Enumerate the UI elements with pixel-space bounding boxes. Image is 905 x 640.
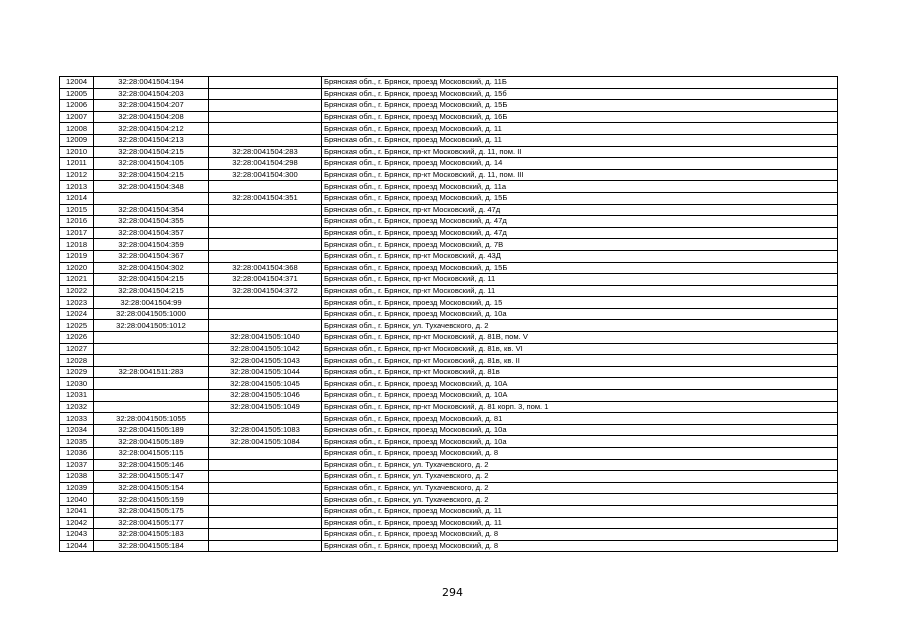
cadastral-number-cell: 32:28:0041504:213 (94, 134, 209, 146)
cadastral-number-cell: 32:28:0041505:115 (94, 448, 209, 460)
related-cadastral-number-cell (209, 308, 322, 320)
table-row (60, 529, 838, 541)
cadastral-number-cell: 32:28:0041504:302 (94, 262, 209, 274)
related-cadastral-number-cell (209, 471, 322, 483)
related-cadastral-number-cell (209, 111, 322, 123)
cadastral-number-cell: 32:28:0041504:207 (94, 100, 209, 112)
address-cell: Брянская обл., г. Брянск, пр-кт Московский, д. 81в (322, 366, 838, 378)
address-cell: Брянская обл., г. Брянск, ул. Тухачевского, д. 2 (322, 459, 838, 471)
cadastral-number-cell: 32:28:0041505:177 (94, 517, 209, 529)
cadastral-number-cell: 32:28:0041504:355 (94, 216, 209, 228)
cadastral-number-cell: 32:28:0041505:147 (94, 471, 209, 483)
row-number-cell: 12015 (60, 204, 94, 216)
address-cell: Брянская обл., г. Брянск, проезд Московский, д. 10а (322, 424, 838, 436)
related-cadastral-number-cell: 32:28:0041504:372 (209, 285, 322, 297)
related-cadastral-number-cell: 32:28:0041505:1040 (209, 332, 322, 344)
address-cell: Брянская обл., г. Брянск, ул. Тухачевского, д. 2 (322, 494, 838, 506)
cadastral-number-cell: 32:28:0041505:189 (94, 436, 209, 448)
table-row (60, 424, 838, 436)
cadastral-number-cell: 32:28:0041504:105 (94, 158, 209, 170)
row-number-cell: 12008 (60, 123, 94, 135)
row-number-cell: 12020 (60, 262, 94, 274)
row-number-cell: 12023 (60, 297, 94, 309)
related-cadastral-number-cell (209, 88, 322, 100)
table-row (60, 111, 838, 123)
related-cadastral-number-cell: 32:28:0041504:371 (209, 274, 322, 286)
address-cell: Брянская обл., г. Брянск, проезд Московский, д. 11 (322, 517, 838, 529)
address-cell: Брянская обл., г. Брянск, пр-кт Московский, д. 11 (322, 274, 838, 286)
related-cadastral-number-cell (209, 505, 322, 517)
address-cell: Брянская обл., г. Брянск, проезд Московский, д. 10А (322, 378, 838, 390)
cadastral-number-cell (94, 355, 209, 367)
table-row (60, 413, 838, 425)
related-cadastral-number-cell (209, 540, 322, 552)
cadastral-number-cell (94, 192, 209, 204)
row-number-cell: 12042 (60, 517, 94, 529)
related-cadastral-number-cell: 32:28:0041504:283 (209, 146, 322, 158)
table-row (60, 274, 838, 286)
address-cell: Брянская обл., г. Брянск, проезд Московский, д. 15Б (322, 192, 838, 204)
cadastral-number-cell (94, 401, 209, 413)
row-number-cell: 12009 (60, 134, 94, 146)
row-number-cell: 12006 (60, 100, 94, 112)
table-row (60, 285, 838, 297)
table-row (60, 448, 838, 460)
related-cadastral-number-cell: 32:28:0041505:1044 (209, 366, 322, 378)
cadastral-number-cell: 32:28:0041505:159 (94, 494, 209, 506)
related-cadastral-number-cell (209, 216, 322, 228)
row-number-cell: 12004 (60, 77, 94, 89)
address-cell: Брянская обл., г. Брянск, проезд Московский, д. 81 (322, 413, 838, 425)
cadastral-number-cell: 32:28:0041504:99 (94, 297, 209, 309)
registry-table-body (60, 77, 838, 552)
address-cell: Брянская обл., г. Брянск, проезд Московский, д. 11Б (322, 77, 838, 89)
row-number-cell: 12039 (60, 482, 94, 494)
table-row (60, 505, 838, 517)
row-number-cell: 12025 (60, 320, 94, 332)
related-cadastral-number-cell: 32:28:0041505:1042 (209, 343, 322, 355)
table-row (60, 436, 838, 448)
table-row (60, 366, 838, 378)
row-number-cell: 12026 (60, 332, 94, 344)
table-row (60, 332, 838, 344)
address-cell: Брянская обл., г. Брянск, пр-кт Московский, д. 11 (322, 285, 838, 297)
row-number-cell: 12029 (60, 366, 94, 378)
address-cell: Брянская обл., г. Брянск, ул. Тухачевского, д. 2 (322, 482, 838, 494)
table-row (60, 192, 838, 204)
page-number: 294 (442, 586, 463, 599)
address-cell: Брянская обл., г. Брянск, пр-кт Московский, д. 81в, кв. VI (322, 343, 838, 355)
related-cadastral-number-cell: 32:28:0041505:1049 (209, 401, 322, 413)
cadastral-number-cell: 32:28:0041504:359 (94, 239, 209, 251)
address-cell: Брянская обл., г. Брянск, проезд Московский, д. 7В (322, 239, 838, 251)
address-cell: Брянская обл., г. Брянск, проезд Московский, д. 8 (322, 529, 838, 541)
table-row (60, 401, 838, 413)
related-cadastral-number-cell: 32:28:0041505:1083 (209, 424, 322, 436)
address-cell: Брянская обл., г. Брянск, пр-кт Московский, д. 47д (322, 204, 838, 216)
table-row (60, 320, 838, 332)
table-row (60, 227, 838, 239)
row-number-cell: 12036 (60, 448, 94, 460)
cadastral-number-cell: 32:28:0041504:354 (94, 204, 209, 216)
row-number-cell: 12017 (60, 227, 94, 239)
registry-table (59, 76, 838, 552)
related-cadastral-number-cell: 32:28:0041505:1084 (209, 436, 322, 448)
cadastral-number-cell: 32:28:0041504:194 (94, 77, 209, 89)
table-row (60, 390, 838, 402)
table-row (60, 146, 838, 158)
cadastral-number-cell: 32:28:0041505:1012 (94, 320, 209, 332)
address-cell: Брянская обл., г. Брянск, проезд Московский, д. 10А (322, 390, 838, 402)
row-number-cell: 12019 (60, 250, 94, 262)
row-number-cell: 12027 (60, 343, 94, 355)
table-row (60, 494, 838, 506)
row-number-cell: 12018 (60, 239, 94, 251)
address-cell: Брянская обл., г. Брянск, проезд Московский, д. 11 (322, 505, 838, 517)
cadastral-number-cell: 32:28:0041504:357 (94, 227, 209, 239)
table-row (60, 123, 838, 135)
cadastral-number-cell: 32:28:0041504:215 (94, 146, 209, 158)
table-row (60, 517, 838, 529)
address-cell: Брянская обл., г. Брянск, пр-кт Московский, д. 11, пом. III (322, 169, 838, 181)
related-cadastral-number-cell (209, 227, 322, 239)
related-cadastral-number-cell (209, 494, 322, 506)
row-number-cell: 12041 (60, 505, 94, 517)
row-number-cell: 12022 (60, 285, 94, 297)
table-row (60, 297, 838, 309)
table-row (60, 88, 838, 100)
cadastral-number-cell: 32:28:0041505:1000 (94, 308, 209, 320)
row-number-cell: 12010 (60, 146, 94, 158)
address-cell: Брянская обл., г. Брянск, пр-кт Московский, д. 81в, кв. II (322, 355, 838, 367)
related-cadastral-number-cell (209, 250, 322, 262)
row-number-cell: 12043 (60, 529, 94, 541)
address-cell: Брянская обл., г. Брянск, проезд Московский, д. 15б (322, 88, 838, 100)
row-number-cell: 12044 (60, 540, 94, 552)
cadastral-number-cell: 32:28:0041504:215 (94, 274, 209, 286)
cadastral-number-cell: 32:28:0041504:367 (94, 250, 209, 262)
related-cadastral-number-cell (209, 517, 322, 529)
address-cell: Брянская обл., г. Брянск, ул. Тухачевского, д. 2 (322, 320, 838, 332)
related-cadastral-number-cell: 32:28:0041504:351 (209, 192, 322, 204)
address-cell: Брянская обл., г. Брянск, проезд Московский, д. 10а (322, 308, 838, 320)
address-cell: Брянская обл., г. Брянск, проезд Московский, д. 8 (322, 540, 838, 552)
table-row (60, 355, 838, 367)
table-row (60, 378, 838, 390)
related-cadastral-number-cell (209, 77, 322, 89)
row-number-cell: 12007 (60, 111, 94, 123)
row-number-cell: 12012 (60, 169, 94, 181)
cadastral-number-cell (94, 378, 209, 390)
related-cadastral-number-cell (209, 297, 322, 309)
related-cadastral-number-cell: 32:28:0041505:1046 (209, 390, 322, 402)
cadastral-number-cell: 32:28:0041504:215 (94, 285, 209, 297)
table-row (60, 216, 838, 228)
cadastral-number-cell: 32:28:0041505:146 (94, 459, 209, 471)
row-number-cell: 12035 (60, 436, 94, 448)
address-cell: Брянская обл., г. Брянск, проезд Московский, д. 11а (322, 181, 838, 193)
row-number-cell: 12016 (60, 216, 94, 228)
table-row (60, 169, 838, 181)
address-cell: Брянская обл., г. Брянск, проезд Московский, д. 11 (322, 123, 838, 135)
cadastral-number-cell: 32:28:0041505:183 (94, 529, 209, 541)
related-cadastral-number-cell (209, 100, 322, 112)
row-number-cell: 12024 (60, 308, 94, 320)
cadastral-number-cell: 32:28:0041505:184 (94, 540, 209, 552)
row-number-cell: 12013 (60, 181, 94, 193)
related-cadastral-number-cell (209, 181, 322, 193)
table-row (60, 134, 838, 146)
cadastral-number-cell: 32:28:0041504:212 (94, 123, 209, 135)
related-cadastral-number-cell: 32:28:0041504:368 (209, 262, 322, 274)
row-number-cell: 12011 (60, 158, 94, 170)
cadastral-number-cell: 32:28:0041505:189 (94, 424, 209, 436)
cadastral-number-cell: 32:28:0041505:154 (94, 482, 209, 494)
address-cell: Брянская обл., г. Брянск, проезд Московский, д. 47д (322, 227, 838, 239)
address-cell: Брянская обл., г. Брянск, проезд Московский, д. 11 (322, 134, 838, 146)
row-number-cell: 12005 (60, 88, 94, 100)
address-cell: Брянская обл., г. Брянск, пр-кт Московский, д. 81 корп. 3, пом. 1 (322, 401, 838, 413)
cadastral-number-cell: 32:28:0041504:215 (94, 169, 209, 181)
related-cadastral-number-cell (209, 204, 322, 216)
address-cell: Брянская обл., г. Брянск, проезд Московский, д. 15Б (322, 262, 838, 274)
table-row (60, 471, 838, 483)
table-row (60, 343, 838, 355)
related-cadastral-number-cell: 32:28:0041505:1043 (209, 355, 322, 367)
related-cadastral-number-cell (209, 239, 322, 251)
related-cadastral-number-cell (209, 459, 322, 471)
related-cadastral-number-cell (209, 134, 322, 146)
table-row (60, 158, 838, 170)
table-row (60, 459, 838, 471)
cadastral-number-cell (94, 332, 209, 344)
cadastral-number-cell: 32:28:0041505:1055 (94, 413, 209, 425)
related-cadastral-number-cell (209, 529, 322, 541)
row-number-cell: 12031 (60, 390, 94, 402)
related-cadastral-number-cell (209, 482, 322, 494)
related-cadastral-number-cell (209, 413, 322, 425)
row-number-cell: 12028 (60, 355, 94, 367)
related-cadastral-number-cell (209, 123, 322, 135)
address-cell: Брянская обл., г. Брянск, пр-кт Московский, д. 81В, пом. V (322, 332, 838, 344)
address-cell: Брянская обл., г. Брянск, пр-кт Московский, д. 43Д (322, 250, 838, 262)
address-cell: Брянская обл., г. Брянск, пр-кт Московский, д. 11, пом. II (322, 146, 838, 158)
related-cadastral-number-cell: 32:28:0041504:298 (209, 158, 322, 170)
address-cell: Брянская обл., г. Брянск, проезд Московский, д. 16Б (322, 111, 838, 123)
related-cadastral-number-cell (209, 320, 322, 332)
table-row (60, 540, 838, 552)
cadastral-number-cell: 32:28:0041504:348 (94, 181, 209, 193)
table-row (60, 239, 838, 251)
row-number-cell: 12033 (60, 413, 94, 425)
address-cell: Брянская обл., г. Брянск, проезд Московский, д. 8 (322, 448, 838, 460)
address-cell: Брянская обл., г. Брянск, проезд Московский, д. 10а (322, 436, 838, 448)
cadastral-number-cell (94, 343, 209, 355)
row-number-cell: 12030 (60, 378, 94, 390)
address-cell: Брянская обл., г. Брянск, проезд Московский, д. 15 (322, 297, 838, 309)
table-row (60, 250, 838, 262)
table-row (60, 77, 838, 89)
row-number-cell: 12040 (60, 494, 94, 506)
row-number-cell: 12038 (60, 471, 94, 483)
cadastral-number-cell: 32:28:0041504:208 (94, 111, 209, 123)
row-number-cell: 12014 (60, 192, 94, 204)
related-cadastral-number-cell: 32:28:0041505:1045 (209, 378, 322, 390)
related-cadastral-number-cell (209, 448, 322, 460)
address-cell: Брянская обл., г. Брянск, ул. Тухачевского, д. 2 (322, 471, 838, 483)
table-row (60, 181, 838, 193)
table-row (60, 204, 838, 216)
row-number-cell: 12037 (60, 459, 94, 471)
related-cadastral-number-cell: 32:28:0041504:300 (209, 169, 322, 181)
table-row (60, 308, 838, 320)
table-row (60, 262, 838, 274)
cadastral-number-cell: 32:28:0041511:283 (94, 366, 209, 378)
table-row (60, 482, 838, 494)
row-number-cell: 12021 (60, 274, 94, 286)
address-cell: Брянская обл., г. Брянск, проезд Московский, д. 47д (322, 216, 838, 228)
table-row (60, 100, 838, 112)
address-cell: Брянская обл., г. Брянск, проезд Московский, д. 14 (322, 158, 838, 170)
row-number-cell: 12032 (60, 401, 94, 413)
cadastral-number-cell (94, 390, 209, 402)
row-number-cell: 12034 (60, 424, 94, 436)
address-cell: Брянская обл., г. Брянск, проезд Московский, д. 15Б (322, 100, 838, 112)
cadastral-number-cell: 32:28:0041505:175 (94, 505, 209, 517)
cadastral-number-cell: 32:28:0041504:203 (94, 88, 209, 100)
